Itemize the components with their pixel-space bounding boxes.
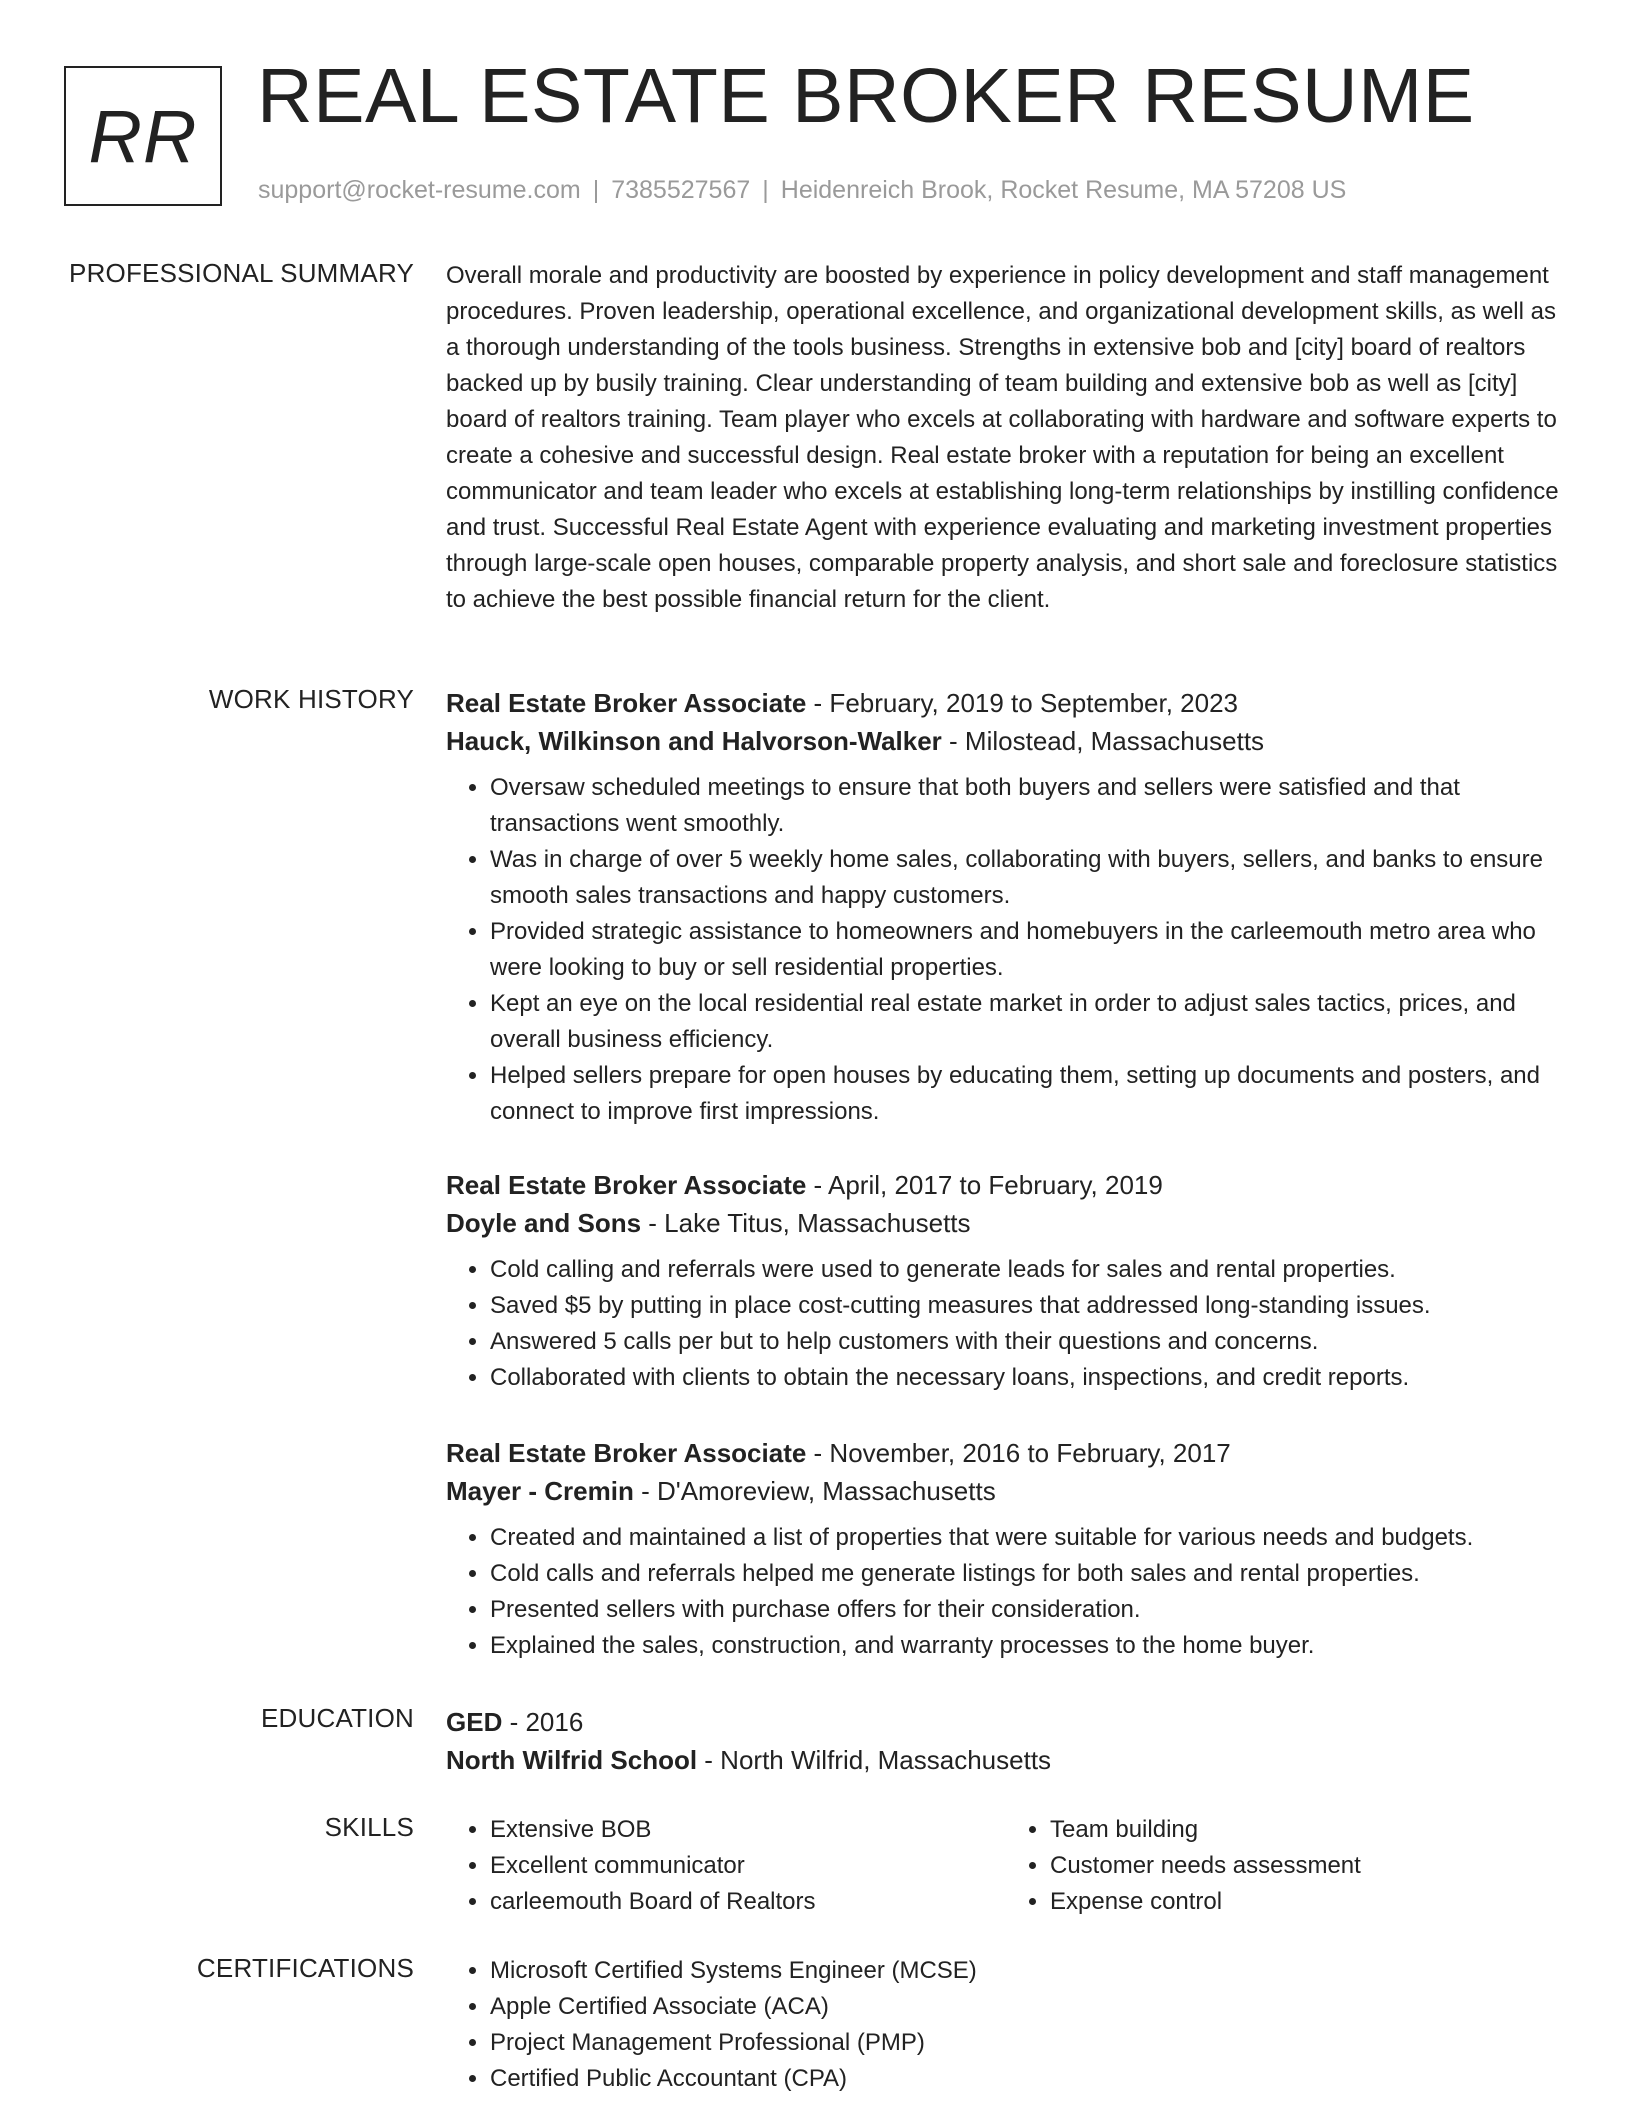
job-company-line xyxy=(446,1204,1566,1242)
skill-item: • Team building xyxy=(1050,1812,1566,1848)
job-title: Real Estate Broker Associate xyxy=(446,1170,807,1200)
job-title: Real Estate Broker Associate xyxy=(446,1438,807,1468)
job-bullet: • Saved $5 by putting in place cost-cutting measures that addressed long-standing issues. xyxy=(490,1288,1566,1324)
skill-item: • Expense control xyxy=(1050,1884,1566,1920)
job-entry xyxy=(446,1166,1566,1396)
education-location: - North Wilfrid, Massachusetts xyxy=(697,1745,1052,1775)
job-title-line xyxy=(446,1434,1566,1472)
skills-columns xyxy=(446,1812,1566,1920)
section-label-work: WORK HISTORY xyxy=(208,684,414,714)
skill-item: • Excellent communicator xyxy=(490,1848,1006,1884)
certification-item: • Certified Public Accountant (CPA) xyxy=(490,2061,1566,2097)
skills-column-right xyxy=(1006,1812,1566,1920)
certifications-list xyxy=(446,1953,1566,2097)
job-bullet: • Created and maintained a list of properties that were suitable for various needs and budgets. xyxy=(490,1520,1566,1556)
job-location: - Lake Titus, Massachusetts xyxy=(641,1208,971,1238)
job-bullet: • Helped sellers prepare for open houses by educating them, setting up documents and posters, and connect to improve first impressions. xyxy=(490,1058,1566,1130)
section-label-education: EDUCATION xyxy=(261,1703,414,1733)
job-bullet: • Kept an eye on the local residential real estate market in order to adjust sales tactics, prices, and overall business efficiency. xyxy=(490,986,1566,1058)
education-degree: GED xyxy=(446,1707,503,1737)
job-title-line xyxy=(446,684,1566,722)
certification-item: • Microsoft Certified Systems Engineer (MCSE) xyxy=(490,1953,1566,1989)
education-entry xyxy=(446,1703,1566,1779)
education-school: North Wilfrid School xyxy=(446,1745,698,1775)
job-title-line xyxy=(446,1166,1566,1204)
job-bullet: • Provided strategic assistance to homeowners and homebuyers in the carleemouth metro area who were looking to buy or sell residential properties. xyxy=(490,914,1566,986)
skill-item: • carleemouth Board of Realtors xyxy=(490,1884,1006,1920)
certifications-list-wrapper xyxy=(446,1953,1566,2097)
job-company: Doyle and Sons xyxy=(446,1208,642,1238)
contact-address: Heidenreich Brook, Rocket Resume, MA 57208 US xyxy=(780,176,1347,204)
certification-item: • Project Management Professional (PMP) xyxy=(490,2025,1566,2061)
job-entry xyxy=(446,1434,1566,1664)
monogram-box xyxy=(64,66,222,206)
job-dates: - April, 2017 to February, 2019 xyxy=(806,1170,1163,1200)
summary-text: Overall morale and productivity are boosted by experience in policy development and staff management procedures. Proven leadership, operational excellence, and organizational development skills, as well as a thorough understanding of the tools business. Strengths in extensive bob and [city] board of realtors backed up by busily training. Clear understanding of team building and extensive bob as well as [city] board of realtors training. Team player who excels at collaborating with hardware and software experts to create a cohesive and successful design. Real estate broker with a reputation for being an excellent communicator and team leader who excels at establishing long-term relationships by instilling confidence and trust. Successful Real Estate Agent with experience evaluating and marketing investment properties through large-scale open houses, comparable property analysis, and short sale and foreclosure statistics to achieve the best possible financial return for the client. xyxy=(446,262,1559,613)
job-location: - D'Amoreview, Massachusetts xyxy=(633,1476,996,1506)
job-dates: - November, 2016 to February, 2017 xyxy=(806,1438,1231,1468)
job-company-line xyxy=(446,722,1566,760)
job-bullet: • Presented sellers with purchase offers for their consideration. xyxy=(490,1592,1566,1628)
job-bullets xyxy=(446,1252,1566,1396)
job-entry xyxy=(446,684,1566,1130)
job-bullet: • Was in charge of over 5 weekly home sales, collaborating with buyers, sellers, and banks to ensure smooth sales transactions and happy customers. xyxy=(490,842,1566,914)
job-bullet: • Answered 5 calls per but to help customers with their questions and concerns. xyxy=(490,1324,1566,1360)
job-company-line xyxy=(446,1472,1566,1510)
education-year: - 2016 xyxy=(502,1707,584,1737)
job-company: Mayer - Cremin xyxy=(446,1476,634,1506)
skills-column-left xyxy=(446,1812,1006,1920)
job-bullet: • Cold calls and referrals helped me generate listings for both sales and rental properties. xyxy=(490,1556,1566,1592)
job-company: Hauck, Wilkinson and Halvorson-Walker xyxy=(446,726,942,756)
monogram-initials: RR xyxy=(88,94,198,178)
contact-line xyxy=(258,176,1346,205)
job-dates: - February, 2019 to September, 2023 xyxy=(806,688,1238,718)
certification-item: • Apple Certified Associate (ACA) xyxy=(490,1989,1566,2025)
skill-item: • Extensive BOB xyxy=(490,1812,1006,1848)
contact-separator: | xyxy=(762,176,769,204)
job-bullet: • Explained the sales, construction, and warranty processes to the home buyer. xyxy=(490,1628,1566,1664)
contact-email[interactable]: support@rocket-resume.com xyxy=(258,176,581,204)
job-bullets xyxy=(446,1520,1566,1664)
section-label-skills: SKILLS xyxy=(324,1812,414,1842)
job-bullets xyxy=(446,770,1566,1130)
education-degree-line xyxy=(446,1703,1566,1741)
job-bullet: • Oversaw scheduled meetings to ensure that both buyers and sellers were satisfied and that transactions went smoothly. xyxy=(490,770,1566,842)
education-school-line xyxy=(446,1741,1566,1779)
job-bullet: • Collaborated with clients to obtain the necessary loans, inspections, and credit reports. xyxy=(490,1360,1566,1396)
skill-item: • Customer needs assessment xyxy=(1050,1848,1566,1884)
contact-phone[interactable]: 7385527567 xyxy=(611,176,751,204)
contact-separator: | xyxy=(592,176,600,204)
job-location: - Milostead, Massachusetts xyxy=(941,726,1265,756)
section-label-certifications: CERTIFICATIONS xyxy=(196,1953,414,1983)
resume-title: REAL ESTATE BROKER RESUME xyxy=(257,53,1475,139)
job-title: Real Estate Broker Associate xyxy=(446,688,807,718)
job-bullet: • Cold calling and referrals were used to generate leads for sales and rental properties. xyxy=(490,1252,1566,1288)
section-label-summary: PROFESSIONAL SUMMARY xyxy=(69,258,414,288)
